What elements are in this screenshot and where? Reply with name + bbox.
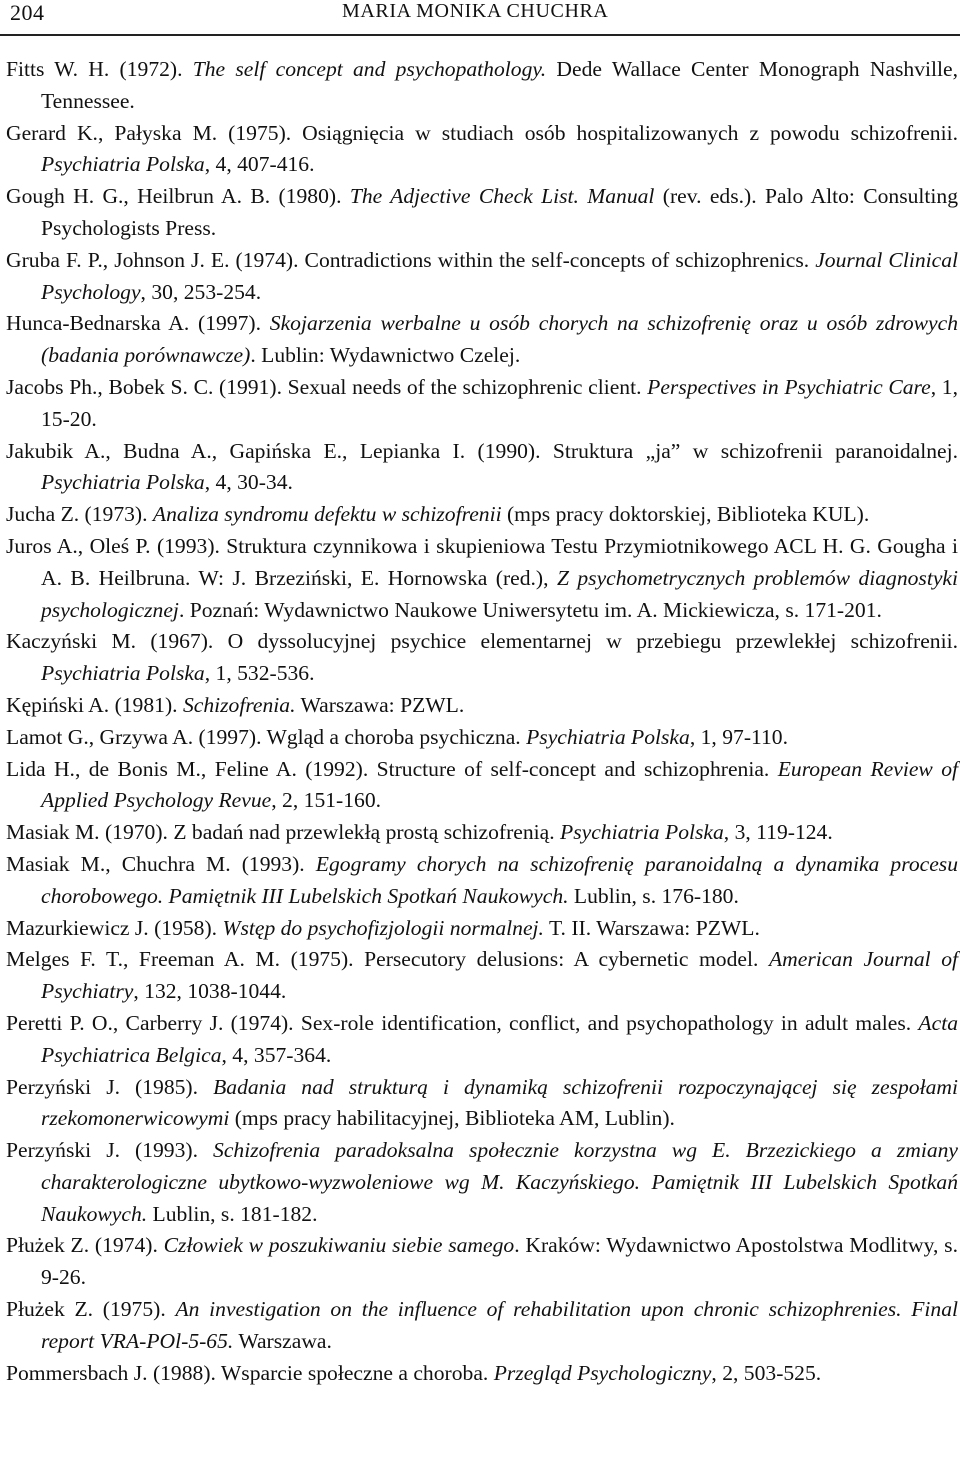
reference-entry [6, 499, 958, 531]
reference-entry [6, 1358, 958, 1390]
reference-text: . Kraków: Wydawnictwo Apostolstwa Modlitwy, s. 9-26. [41, 1233, 958, 1290]
reference-text: Juros A., Oleś P. (1993). Struktura czynnikowa i skupieniowa Testu Przymiotnikowego ACL H. G. Gougha i A. B. Heilbruna. W: J. Brzeziński, E. Hornowska (red.), [6, 533, 958, 590]
reference-text: (rev. eds.). Palo Alto: Consulting Psychologists Press. [41, 184, 958, 240]
reference-entry [6, 436, 958, 500]
reference-entry [6, 944, 958, 1008]
reference-title-italic: Schizofrenia. [182, 692, 296, 717]
reference-text: Płużek Z. (1974). [6, 1233, 164, 1258]
reference-text: Mazurkiewicz J. (1958). [6, 915, 223, 940]
reference-text: Lublin, s. 181-182. [147, 1201, 318, 1226]
reference-entry [6, 181, 958, 245]
reference-title-italic: The Adjective Check List. Manual [349, 184, 655, 209]
reference-title-italic: Psychiatria Polska [41, 152, 205, 177]
reference-text: Peretti P. O., Carberry J. (1974). Sex-role identification, conflict, and psychopathology in adult males. [6, 1010, 919, 1035]
reference-text: , 2, 503-525. [711, 1360, 822, 1385]
reference-text: T. II. Warszawa: PZWL. [543, 915, 760, 940]
reference-entry [6, 690, 958, 722]
reference-text: Pommersbach J. (1988). Wsparcie społeczne a choroba. [6, 1360, 494, 1385]
reference-text: Perzyński J. (1993). [6, 1138, 214, 1163]
reference-entry [6, 913, 958, 945]
reference-entry [6, 245, 958, 309]
reference-entry [6, 118, 958, 182]
reference-entry [6, 722, 958, 754]
reference-title-italic: Skojarzenia werbalne u osób chorych na schizofrenię oraz u osób zdrowych (badania porównawcze) [41, 311, 958, 368]
reference-text: , 4, 30-34. [204, 470, 293, 495]
reference-entry [6, 1008, 958, 1072]
reference-text: Masiak M. (1970). Z badań nad przewlekłą prostą schizofrenią. [6, 820, 561, 845]
reference-title-italic: European Review of Applied Psychology Revue [41, 756, 958, 813]
reference-text: , 30, 253-254. [140, 279, 262, 304]
reference-entry [6, 308, 958, 372]
reference-title-italic: Psychiatria Polska [560, 820, 724, 845]
reference-title-italic: American Journal of Psychiatry [41, 947, 959, 1004]
reference-text: , 1, 97-110. [689, 724, 788, 749]
reference-text: Warszawa: PZWL. [295, 692, 465, 717]
reference-title-italic: Egogramy chorych na schizofrenię paranoidalną a dynamika procesu chorobowego. Pamiętnik III Lubelskich Spotkań Naukowych. [41, 851, 959, 908]
reference-title-italic: Z psychometrycznych problemów diagnostyki psychologicznej [41, 565, 959, 622]
reference-text: Masiak M., Chuchra M. (1993). [6, 851, 316, 876]
reference-title-italic: Badania nad strukturą i dynamiką schizofrenii rozpoczynającej się zespołami rzekomonerwicowymi [41, 1074, 958, 1131]
reference-text: Lublin, s. 176-180. [568, 883, 739, 908]
reference-text: , 1, 532-536. [204, 661, 315, 686]
reference-text: Płużek Z. (1975). [6, 1297, 176, 1322]
reference-title-italic: Psychiatria Polska [41, 470, 205, 495]
reference-text: , 3, 119-124. [723, 820, 833, 845]
reference-text: , 4, 407-416. [204, 152, 315, 177]
reference-title-italic: Analiza syndromu defektu w schizofrenii [152, 502, 502, 527]
reference-title-italic: Wstęp do psychofizjologii normalnej. [222, 915, 544, 940]
reference-text: . Poznań: Wydawnictwo Naukowe Uniwersytetu im. A. Mickiewicza, s. 171-201. [178, 597, 882, 622]
reference-text: Fitts W. H. (1972). [6, 57, 193, 81]
reference-entry [6, 531, 958, 626]
reference-title-italic: Człowiek w poszukiwaniu siebie samego [163, 1233, 515, 1258]
reference-entry [6, 1072, 958, 1136]
reference-entry [6, 817, 958, 849]
reference-title-italic: Schizofrenia paradoksalna społecznie korzystna wg E. Brzezickiego a zmiany charakterologiczne ubytkowo-wyzwoleniowe wg M. Kaczyńskiego. Pamiętnik III Lubelskich Spotkań Naukowych. [41, 1138, 958, 1226]
reference-text: Gerard K., Pałyska M. (1975). Osiągnięcia w studiach osób hospitalizowanych z powodu schizofrenii. [6, 120, 958, 145]
reference-text: (mps pracy habilitacyjnej, Biblioteka AM, Lublin). [229, 1106, 675, 1131]
reference-entry [6, 1230, 958, 1294]
reference-title-italic: Perspectives in Psychiatric Care [647, 374, 931, 399]
reference-entry [6, 54, 958, 118]
reference-entry [6, 849, 958, 913]
reference-entry [6, 372, 958, 436]
reference-text: Hunca-Bednarska A. (1997). [6, 311, 270, 336]
reference-entry [6, 754, 958, 818]
reference-text: , 4, 357-364. [221, 1042, 332, 1067]
reference-text: Perzyński J. (1985). [6, 1074, 214, 1099]
reference-text: Dede Wallace Center Monograph Nashville, Tennessee. [41, 57, 959, 113]
header-rule [0, 34, 960, 36]
reference-title-italic: Przegląd Psychologiczny [493, 1360, 712, 1385]
reference-text: Lida H., de Bonis M., Feline A. (1992). Structure of self-concept and schizophrenia. [6, 756, 778, 781]
reference-text: Jacobs Ph., Bobek S. C. (1991). Sexual needs of the schizophrenic client. [6, 374, 648, 399]
reference-title-italic: The self concept and psychopathology. [192, 57, 547, 81]
reference-text: . Lublin: Wydawnictwo Czelej. [250, 343, 521, 368]
reference-entry [6, 1294, 958, 1358]
reference-title-italic: Psychiatria Polska [526, 724, 690, 749]
reference-text: Jucha Z. (1973). [6, 502, 153, 527]
reference-text: , 132, 1038-1044. [133, 979, 287, 1004]
reference-text: Gough H. G., Heilbrun A. B. (1980). [6, 184, 350, 209]
reference-text: Gruba F. P., Johnson J. E. (1974). Contradictions within the self-concepts of schizophrenics. [6, 247, 816, 272]
reference-title-italic: Psychiatria Polska [41, 661, 205, 686]
reference-text: (mps pracy doktorskiej, Biblioteka KUL). [501, 502, 870, 527]
reference-list [6, 54, 958, 1389]
reference-text: Jakubik A., Budna A., Gapińska E., Lepianka I. (1990). Struktura „ja” w schizofrenii paranoidalnej. [6, 438, 958, 463]
reference-title-italic: Journal Clinical Psychology [41, 247, 959, 304]
reference-title-italic: Acta Psychiatrica Belgica [41, 1010, 958, 1067]
page-header [0, 0, 960, 40]
reference-text: Kępiński A. (1981). [6, 692, 183, 717]
reference-text: , 1, 15-20. [41, 374, 958, 431]
running-head: MARIA MONIKA CHUCHRA [342, 0, 609, 22]
reference-text: Melges F. T., Freeman A. M. (1975). Persecutory delusions: A cybernetic model. [6, 947, 769, 972]
reference-title-italic: An investigation on the influence of rehabilitation upon chronic schizophrenies. Final report VRA-POl-5-65. [41, 1297, 958, 1353]
reference-text: , 2, 151-160. [271, 788, 382, 813]
reference-text: Kaczyński M. (1967). O dyssolucyjnej psychice elementarnej w przebiegu przewlekłej schizofrenii. [6, 629, 958, 654]
page-number: 204 [10, 0, 45, 25]
reference-text: Lamot G., Grzywa A. (1997). Wgląd a choroba psychiczna. [6, 724, 527, 749]
reference-entry [6, 1135, 958, 1230]
reference-entry [6, 626, 958, 690]
reference-text: Warszawa. [233, 1328, 332, 1353]
